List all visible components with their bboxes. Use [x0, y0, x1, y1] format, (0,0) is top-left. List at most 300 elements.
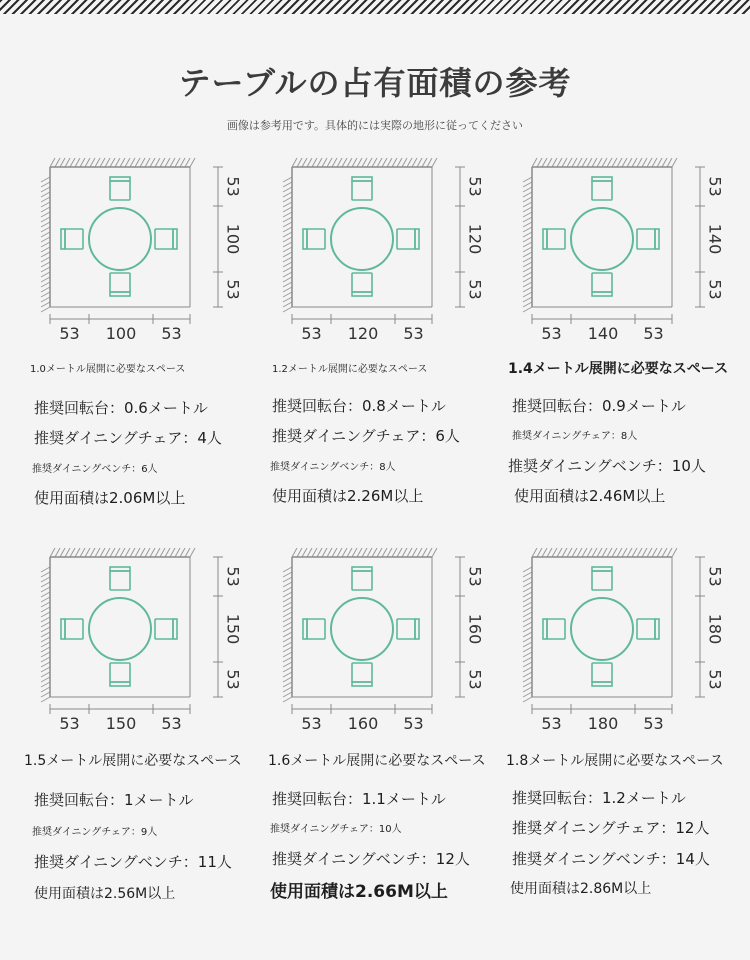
wall-hatch — [337, 158, 342, 167]
wall-hatch — [523, 597, 532, 602]
round-table — [89, 208, 151, 270]
wall-hatch — [362, 548, 367, 557]
chair-bottom-back — [352, 292, 372, 296]
wall-hatch — [657, 548, 662, 557]
wall-hatch — [397, 548, 402, 557]
wall-hatch — [302, 158, 307, 167]
wall-hatch — [572, 158, 577, 167]
wall-hatch — [135, 548, 140, 557]
wall-hatch — [125, 548, 130, 557]
dim-label-top: 53 — [223, 566, 243, 587]
dim-label-center: 140 — [587, 324, 619, 343]
wall-hatch — [357, 548, 362, 557]
wall-hatch — [41, 692, 50, 697]
wall-hatch — [532, 548, 537, 557]
wall-hatch — [160, 548, 165, 557]
wall-hatch — [627, 158, 632, 167]
wall-hatch — [523, 282, 532, 287]
turntable-recommendation: 推奨回転台：0.9メートル — [512, 397, 686, 415]
wall-hatch — [41, 267, 50, 272]
wall-hatch — [372, 158, 377, 167]
wall-hatch — [283, 197, 292, 202]
dim-label-center: 120 — [347, 324, 379, 343]
chair-left — [547, 619, 565, 639]
wall-hatch — [307, 158, 312, 167]
wall-hatch — [523, 627, 532, 632]
wall-hatch — [662, 548, 667, 557]
chair-right — [397, 229, 415, 249]
wall-hatch — [312, 548, 317, 557]
wall-hatch — [120, 548, 125, 557]
wall-hatch — [547, 548, 552, 557]
wall-hatch — [145, 548, 150, 557]
dim-label-mid: 180 — [705, 613, 725, 645]
wall-hatch — [41, 592, 50, 597]
wall-hatch — [622, 158, 627, 167]
wall-hatch — [597, 158, 602, 167]
wall-hatch — [283, 267, 292, 272]
wall-hatch — [417, 548, 422, 557]
wall-hatch — [41, 607, 50, 612]
floor-plan-diagram-2 — [270, 155, 505, 345]
wall-hatch — [145, 158, 150, 167]
panel-heading: 1.5メートル展開に必要なスペース — [24, 753, 242, 769]
wall-hatch — [160, 158, 165, 167]
wall-hatch — [155, 548, 160, 557]
wall-hatch — [41, 262, 50, 267]
wall-hatch — [647, 158, 652, 167]
dim-label-right: 53 — [643, 324, 664, 343]
wall-hatch — [41, 652, 50, 657]
wall-hatch — [283, 667, 292, 672]
chair-right-back — [655, 619, 659, 639]
wall-hatch — [327, 158, 332, 167]
wall-hatch — [41, 182, 50, 187]
wall-hatch — [283, 182, 292, 187]
chair-left-back — [543, 229, 547, 249]
wall-hatch — [342, 548, 347, 557]
wall-hatch — [50, 548, 55, 557]
wall-hatch — [283, 282, 292, 287]
wall-hatch — [523, 677, 532, 682]
wall-hatch — [523, 647, 532, 652]
wall-hatch — [283, 597, 292, 602]
wall-hatch — [41, 287, 50, 292]
wall-hatch — [60, 158, 65, 167]
wall-hatch — [362, 158, 367, 167]
dim-label-center: 160 — [347, 714, 379, 733]
wall-hatch — [597, 548, 602, 557]
wall-hatch — [190, 158, 195, 167]
dim-label-top: 53 — [465, 176, 485, 197]
wall-hatch — [105, 548, 110, 557]
wall-hatch — [120, 158, 125, 167]
wall-hatch — [592, 158, 597, 167]
table-space-panel-2 — [270, 155, 505, 525]
panel-heading: 1.2メートル展開に必要なスペース — [272, 364, 428, 375]
wall-hatch — [523, 617, 532, 622]
wall-hatch — [41, 242, 50, 247]
wall-hatch — [523, 202, 532, 207]
chair-left — [547, 229, 565, 249]
wall-hatch — [110, 548, 115, 557]
turntable-recommendation: 推奨回転台：1.2メートル — [512, 789, 686, 807]
wall-hatch — [283, 682, 292, 687]
wall-hatch — [283, 287, 292, 292]
wall-hatch — [332, 158, 337, 167]
wall-hatch — [283, 232, 292, 237]
wall-hatch — [523, 277, 532, 282]
chair-bottom — [592, 663, 612, 682]
wall-hatch — [283, 257, 292, 262]
wall-hatch — [617, 158, 622, 167]
floor-plan-diagram-6 — [510, 545, 745, 735]
chair-top — [110, 181, 130, 200]
wall-hatch — [283, 657, 292, 662]
wall-hatch — [523, 247, 532, 252]
chair-left-back — [61, 229, 65, 249]
wall-hatch — [283, 247, 292, 252]
chair-right — [637, 619, 655, 639]
wall-hatch — [523, 667, 532, 672]
chair-right-back — [655, 229, 659, 249]
wall-hatch — [562, 158, 567, 167]
wall-hatch — [523, 272, 532, 277]
chair-recommendation: 推奨ダイニングチェア：12人 — [512, 819, 710, 837]
wall-hatch — [637, 158, 642, 167]
wall-hatch — [347, 548, 352, 557]
wall-hatch — [283, 637, 292, 642]
wall-hatch — [283, 617, 292, 622]
floor-plan-diagram-5 — [270, 545, 505, 735]
dim-label-left: 53 — [541, 714, 562, 733]
wall-hatch — [283, 222, 292, 227]
area-requirement: 使用面積は2.66M以上 — [270, 882, 448, 902]
wall-hatch — [317, 158, 322, 167]
wall-hatch — [312, 158, 317, 167]
dim-label-center: 150 — [105, 714, 137, 733]
area-requirement: 使用面積は2.26M以上 — [272, 487, 424, 505]
dim-label-top: 53 — [705, 566, 725, 587]
chair-bottom-back — [110, 682, 130, 686]
wall-hatch — [672, 548, 677, 557]
bench-recommendation: 推奨ダイニングベンチ：6人 — [32, 464, 158, 475]
wall-hatch — [607, 548, 612, 557]
dim-label-mid: 160 — [465, 613, 485, 645]
dim-label-left: 53 — [59, 324, 80, 343]
wall-hatch — [422, 548, 427, 557]
wall-hatch — [41, 192, 50, 197]
wall-hatch — [283, 672, 292, 677]
wall-hatch — [283, 582, 292, 587]
dim-label-mid: 150 — [223, 613, 243, 645]
dim-label-bottom: 53 — [705, 669, 725, 690]
dim-label-right: 53 — [161, 324, 182, 343]
wall-hatch — [523, 212, 532, 217]
turntable-recommendation: 推奨回転台：1.1メートル — [272, 790, 446, 808]
wall-hatch — [562, 548, 567, 557]
wall-hatch — [41, 672, 50, 677]
wall-hatch — [283, 242, 292, 247]
table-space-panel-6 — [506, 545, 750, 915]
wall-hatch — [75, 548, 80, 557]
wall-hatch — [292, 158, 297, 167]
wall-hatch — [180, 158, 185, 167]
wall-hatch — [523, 237, 532, 242]
round-table — [89, 598, 151, 660]
wall-hatch — [523, 242, 532, 247]
wall-hatch — [662, 158, 667, 167]
area-requirement: 使用面積は2.56M以上 — [34, 886, 176, 902]
wall-hatch — [115, 158, 120, 167]
wall-hatch — [283, 647, 292, 652]
wall-hatch — [165, 548, 170, 557]
wall-hatch — [283, 627, 292, 632]
wall-hatch — [283, 217, 292, 222]
dim-label-top: 53 — [465, 566, 485, 587]
floor-plan-diagram-3 — [510, 155, 745, 345]
wall-hatch — [283, 297, 292, 302]
wall-hatch — [41, 187, 50, 192]
wall-hatch — [283, 587, 292, 592]
wall-hatch — [582, 158, 587, 167]
turntable-recommendation: 推奨回転台：1メートル — [34, 791, 194, 809]
wall-hatch — [412, 158, 417, 167]
wall-hatch — [523, 307, 532, 312]
wall-hatch — [100, 158, 105, 167]
wall-hatch — [647, 548, 652, 557]
chair-recommendation: 推奨ダイニングチェア：6人 — [272, 427, 460, 445]
wall-hatch — [567, 158, 572, 167]
table-space-panel-5 — [270, 545, 505, 915]
wall-hatch — [297, 158, 302, 167]
wall-hatch — [427, 158, 432, 167]
wall-hatch — [523, 637, 532, 642]
chair-left — [307, 229, 325, 249]
turntable-recommendation: 推奨回転台：0.6メートル — [34, 399, 208, 417]
wall-hatch — [367, 548, 372, 557]
wall-hatch — [283, 187, 292, 192]
wall-hatch — [95, 158, 100, 167]
dim-label-bottom: 53 — [223, 669, 243, 690]
wall-hatch — [41, 197, 50, 202]
dim-label-bottom: 53 — [465, 279, 485, 300]
wall-hatch — [552, 158, 557, 167]
wall-hatch — [130, 158, 135, 167]
wall-hatch — [283, 642, 292, 647]
wall-hatch — [41, 247, 50, 252]
wall-hatch — [85, 548, 90, 557]
chair-top-back — [352, 177, 372, 181]
wall-hatch — [377, 158, 382, 167]
wall-hatch — [135, 158, 140, 167]
wall-hatch — [523, 567, 532, 572]
wall-hatch — [602, 158, 607, 167]
wall-hatch — [283, 697, 292, 702]
wall-hatch — [612, 158, 617, 167]
wall-hatch — [382, 158, 387, 167]
wall-hatch — [55, 158, 60, 167]
dim-label-left: 53 — [301, 714, 322, 733]
wall-hatch — [523, 297, 532, 302]
wall-hatch — [332, 548, 337, 557]
wall-hatch — [372, 548, 377, 557]
wall-hatch — [65, 158, 70, 167]
floor-plan-diagram-4 — [28, 545, 263, 735]
area-requirement: 使用面積は2.46M以上 — [514, 487, 666, 505]
table-space-panel-3 — [510, 155, 750, 525]
wall-hatch — [667, 548, 672, 557]
wall-hatch — [90, 548, 95, 557]
bench-recommendation: 推奨ダイニングベンチ：11人 — [34, 853, 232, 871]
wall-hatch — [342, 158, 347, 167]
wall-hatch — [523, 632, 532, 637]
wall-hatch — [175, 548, 180, 557]
wall-hatch — [523, 652, 532, 657]
wall-hatch — [407, 158, 412, 167]
chair-left — [65, 619, 83, 639]
chair-right-back — [173, 619, 177, 639]
wall-hatch — [572, 548, 577, 557]
wall-hatch — [422, 158, 427, 167]
wall-hatch — [283, 212, 292, 217]
area-requirement: 使用面積は2.86M以上 — [510, 881, 652, 897]
chair-recommendation: 推奨ダイニングチェア：10人 — [270, 824, 402, 835]
wall-hatch — [283, 177, 292, 182]
round-table — [571, 598, 633, 660]
wall-hatch — [322, 158, 327, 167]
wall-hatch — [283, 277, 292, 282]
wall-hatch — [357, 158, 362, 167]
wall-hatch — [622, 548, 627, 557]
wall-hatch — [567, 548, 572, 557]
wall-hatch — [41, 667, 50, 672]
wall-hatch — [41, 637, 50, 642]
chair-top — [352, 571, 372, 590]
top-stripe-decoration — [0, 0, 750, 14]
wall-hatch — [547, 158, 552, 167]
wall-hatch — [642, 548, 647, 557]
wall-hatch — [352, 158, 357, 167]
wall-hatch — [283, 302, 292, 307]
dim-label-center: 100 — [105, 324, 137, 343]
wall-hatch — [165, 158, 170, 167]
wall-hatch — [41, 627, 50, 632]
wall-hatch — [155, 158, 160, 167]
chair-recommendation: 推奨ダイニングチェア：9人 — [32, 827, 158, 838]
dim-label-mid: 120 — [465, 223, 485, 255]
wall-hatch — [85, 158, 90, 167]
wall-hatch — [523, 177, 532, 182]
table-space-panel-1 — [28, 155, 263, 525]
wall-hatch — [523, 197, 532, 202]
wall-hatch — [523, 662, 532, 667]
wall-hatch — [41, 657, 50, 662]
floor-plan-diagram-1 — [28, 155, 263, 345]
wall-hatch — [41, 297, 50, 302]
wall-hatch — [292, 548, 297, 557]
wall-hatch — [283, 687, 292, 692]
wall-hatch — [283, 652, 292, 657]
wall-hatch — [130, 548, 135, 557]
wall-hatch — [577, 158, 582, 167]
wall-hatch — [523, 592, 532, 597]
wall-hatch — [523, 657, 532, 662]
chair-bottom — [110, 663, 130, 682]
wall-hatch — [432, 548, 437, 557]
wall-hatch — [283, 192, 292, 197]
wall-hatch — [367, 158, 372, 167]
wall-hatch — [523, 612, 532, 617]
wall-hatch — [523, 262, 532, 267]
wall-hatch — [627, 548, 632, 557]
wall-hatch — [523, 192, 532, 197]
dim-label-mid: 140 — [705, 223, 725, 255]
wall-hatch — [352, 548, 357, 557]
wall-hatch — [41, 227, 50, 232]
dim-label-center: 180 — [587, 714, 619, 733]
chair-recommendation: 推奨ダイニングチェア：4人 — [34, 429, 222, 447]
chair-bottom-back — [592, 292, 612, 296]
chair-left — [65, 229, 83, 249]
chair-top — [110, 571, 130, 590]
wall-hatch — [592, 548, 597, 557]
wall-hatch — [283, 307, 292, 312]
bench-recommendation: 推奨ダイニングベンチ：12人 — [272, 850, 470, 868]
wall-hatch — [402, 158, 407, 167]
chair-top-back — [592, 567, 612, 571]
wall-hatch — [392, 548, 397, 557]
wall-hatch — [652, 548, 657, 557]
wall-hatch — [297, 548, 302, 557]
wall-hatch — [542, 158, 547, 167]
wall-hatch — [537, 158, 542, 167]
dim-label-left: 53 — [59, 714, 80, 733]
chair-recommendation: 推奨ダイニングチェア：8人 — [512, 431, 638, 442]
wall-hatch — [397, 158, 402, 167]
chair-right-back — [415, 619, 419, 639]
wall-hatch — [417, 158, 422, 167]
wall-hatch — [70, 158, 75, 167]
wall-hatch — [587, 158, 592, 167]
wall-hatch — [41, 202, 50, 207]
wall-hatch — [337, 548, 342, 557]
wall-hatch — [41, 567, 50, 572]
round-table — [571, 208, 633, 270]
chair-left-back — [543, 619, 547, 639]
wall-hatch — [41, 682, 50, 687]
wall-hatch — [41, 622, 50, 627]
wall-hatch — [190, 548, 195, 557]
chair-right — [155, 619, 173, 639]
wall-hatch — [180, 548, 185, 557]
wall-hatch — [523, 607, 532, 612]
wall-hatch — [523, 232, 532, 237]
wall-hatch — [283, 677, 292, 682]
wall-hatch — [283, 612, 292, 617]
wall-hatch — [283, 227, 292, 232]
wall-hatch — [523, 257, 532, 262]
wall-hatch — [283, 632, 292, 637]
wall-hatch — [283, 252, 292, 257]
wall-hatch — [652, 158, 657, 167]
wall-hatch — [41, 307, 50, 312]
wall-hatch — [41, 292, 50, 297]
wall-hatch — [523, 227, 532, 232]
wall-hatch — [582, 548, 587, 557]
chair-bottom — [110, 273, 130, 292]
wall-hatch — [41, 642, 50, 647]
